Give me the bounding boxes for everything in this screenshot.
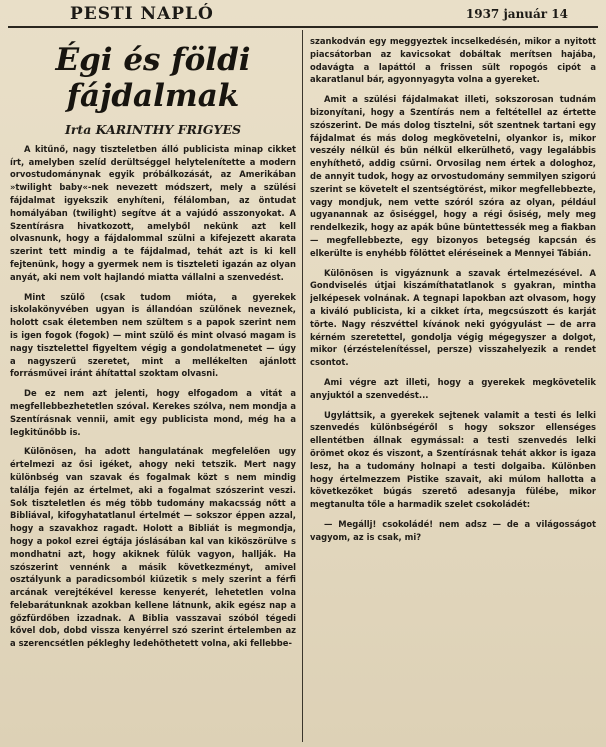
- column-divider: [302, 30, 303, 742]
- article-paragraph: szankodván egy meggyeztek incselkedésén, mikor a nyitott piacsátorban az kavicsokat dobáltak merítsen hajába, odavágta a lapáttól a frissen sült ropogós cipót a akaratlanul bár, agyonnyagyta volna a gyereket.: [310, 36, 596, 85]
- article-title: [10, 42, 296, 114]
- article-left-column: [10, 32, 296, 744]
- article-paragraph: Mint szülő (csak tudom mióta, a gyerekek iskolakönyvében ugyan is állandóan szülőnek neveznek, holott csak életemben nem szültem s a papok szerint nem is igen fogok (fogok) — mint szülő és mint olvasó magam is nagy tisztelettel figyeltem végig a gondolatmenetet — úgy a nagyszerű szeretet, mint a mellékelten ajánlott forrásművei iránt áhítattal szoktam olvasni.: [10, 291, 296, 379]
- article-title-line-1: Égi és földi: [55, 42, 251, 78]
- article-paragraph: Ami végre azt illeti, hogy a gyerekek megkövetelik anyjuktól a szenvedést...: [310, 376, 596, 400]
- newspaper-name: PESTI NAPLÓ: [70, 4, 214, 24]
- masthead: [8, 4, 598, 28]
- article-paragraph: Különösen, ha adott hangulatának megfelelően ugy értelmezi az ősi igéket, ahogy neki tetszik. Mert nagy különbség van szavak és fogalmak közt s nem mindig találja fején az értelmet, aki a fogalmat szószerint veszi. Sok tiszteletlen és még több tudomány makacsság nőtt a Bibliával, kifogyhatatlanul értelmét — sokszor éppen azzal, hogy a szavakhoz ragadt. Holott a Bibliát is megmondja, hogy a pokol ezrei égtája jóslásában kal van kiköszörülve s mondhatni azt, hogy akiknek fülük vagyon, hallják. Ha szószerint vennénk a másik következményt, amivel osztályunk a paradicsomból kiűzetik s mely szerint a férfi arcának verejtékével keresse kenyerét, lehetetlen volna felebarátunknak azokban kellene látnunk, akik egész nap a gőzfürdőben izzadnak. A Biblia vasszavai szóból tégedi kővel dob, dobd vissza kenyérrel szó szerint értelemben az a szerencsétlen pékleghy ledehöthetett volna, aki fellebbe-: [10, 446, 296, 649]
- article-right-column: [310, 35, 596, 643]
- article-paragraph: De ez nem azt jelenti, hogy elfogadom a vitát a megfellebbezhetetlen szóval. Kerekes szólva, nem mondja a Szentírásnak vennii, amit egy publicista mond, még ha a legkitűnőbb is.: [10, 388, 296, 437]
- article-title-line-2: fájdalmak: [66, 78, 240, 114]
- article-paragraph: — Megállj! csokoládé! nem adsz — de a világosságot vagyom, az is csak, mi?: [310, 518, 596, 542]
- article-paragraph: A kitűnő, nagy tiszteletben álló publicista minap cikket írt, amelyben szelíd derültséggel helytelenítette a modern orvostudománynak egyik próbálkozását, az Amerikában »twilight baby«-nek nevezett módszert, mely a szülési fájdalmat igyekszik enyhíteni, félálomban, az öntudat homályában (twilight) segítve át a vajúdó asszonyokat. A Szentírásra hivatkozott, amelyből nekünk azt kell olvasnunk, hogy a fájdalommal szülni a kifejezett akarata szerint tett mindig a te fájdalmad, tehát azt is ki kell fejtenünk, hogy a gyermek nem is tiszteleti igazán az olyan anyát, aki nem volt hajlandó miatta vállalni a szenvedést.: [10, 143, 296, 282]
- article-paragraph: Ugyláttsik, a gyerekek sejtenek valamit a testi és lelki szenvedés különbségéről s hogy sokszor ellenséges ellentétben állnak egymással: a testi szenvedés lelki örömet okoz és viszont, a Szentírásnak tehát akkor is igaza lesz, ha a tudomány holnapi a testi dolgaiba. Különben hogy értelmezzem Pistike szavait, aki múlom hallotta a következőket búgás szerető adesanyja fülébe, mikor megtanulta tőle a harmadik szelet csokoládét:: [310, 409, 596, 510]
- issue-date: 1937 január 14: [465, 7, 568, 21]
- article-paragraph: Amit a szülési fájdalmakat illeti, sokszorosan tudnám bizonyítani, hogy a Szentírás nem a feltétellel az értette szószerint. De más dolog tisztelni, sőt szentnek tartani egy fájdalmat és más dolog megkövetelni, olyankor is, mikor veszély nélkül és bűn nélkül elkerülhető, vagy legalábbis enyhíthető, addig csűrni. Orvosilag nem értek a dologhoz, de annyit tudok, hogy az orvostudomány semmilyen szigorú szerint se követelt el szentségtörést, mikor megfellebbezte, vagy mondjuk, nem vette szóról szóra az olyan, például ugyanannak az ősiséggel, hogy a régi ősiség, mely meg rendelkezik, hogy az apák bűne büntettessék meg a fiakban — megfellebbezte, egy bizonyos betegség kapcsán és elkerülte is enyhébb fölöttet eléréseinek a Mennyei Tábián.: [310, 94, 596, 258]
- article-byline: Irta KARINTHY FRIGYES: [64, 122, 242, 137]
- article-paragraph: Különösen is vigyáznunk a szavak értelmezésével. A Gondviselés útjai kiszámíthatatlanok s gyakran, mintha jelképesek volnának. A tegnapi lapokban azt olvasom, hogy a kiváló publicista, ki a cikket írta, megcsúszott és karját törte. Nagy részvéttel kívánok neki gyógyulást — de arra kérném szeretettel, gondolja végig mégegyszer a dolgot, mikor (érzéstelenítéssel, persze) visszahelyezik a rendet csontot.: [310, 267, 596, 368]
